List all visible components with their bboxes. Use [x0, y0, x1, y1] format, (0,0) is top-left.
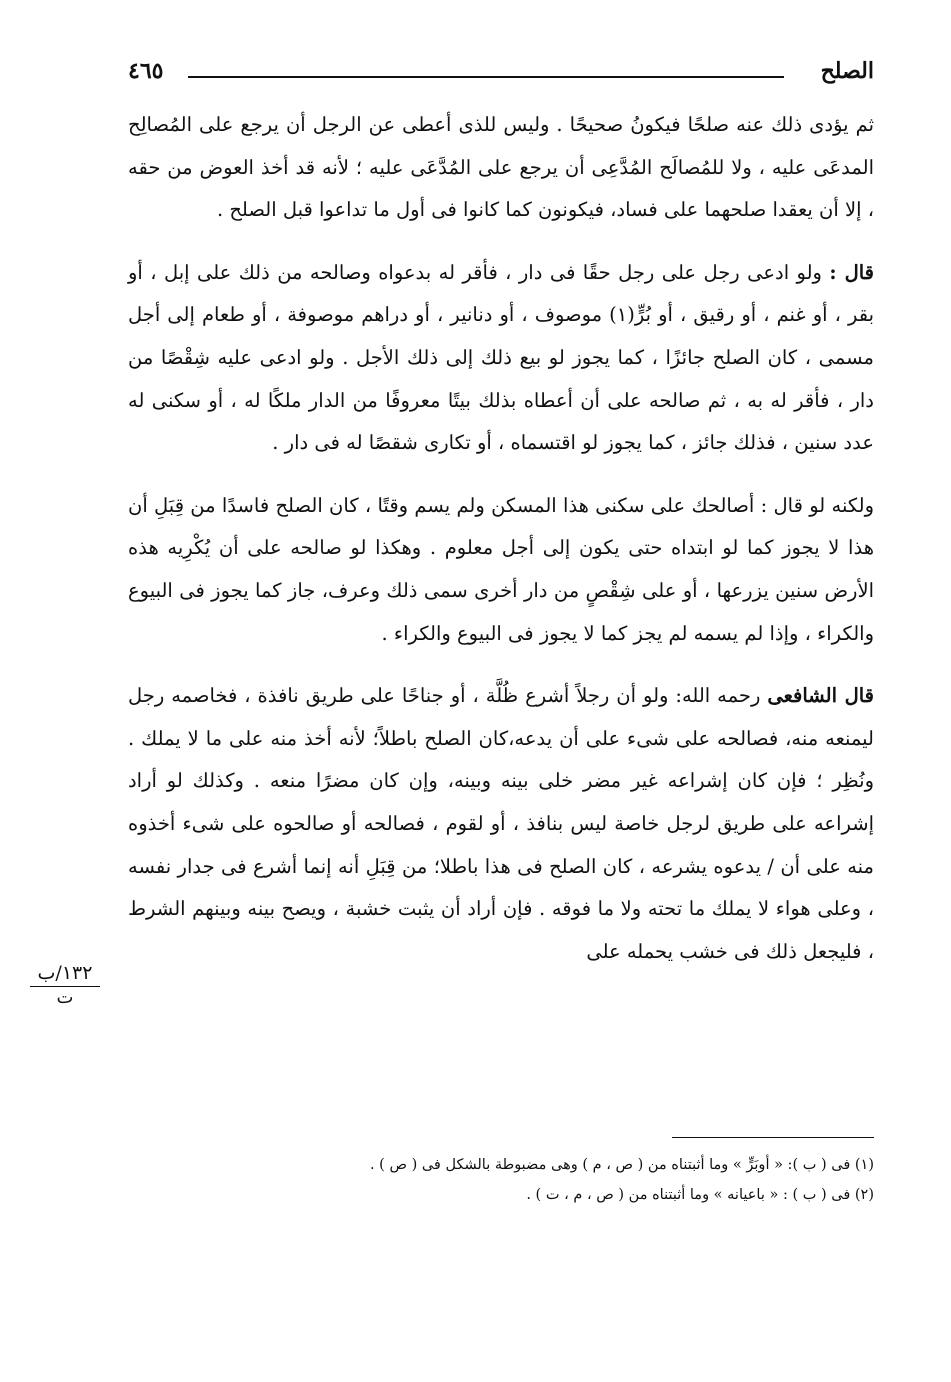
paragraph-3 [128, 485, 874, 655]
page-number: ٤٦٥ [128, 58, 164, 84]
running-header [128, 58, 874, 92]
paragraph-text: ولكنه لو قال : أصالحك على سكنى هذا المسكن ولم يسم وقتًا ، كان الصلح فاسدًا من قِبَلِ أن هذا لا يجوز كما لو ابتداه حتى يكون إلى أجل معلوم . وهكذا لو صالحه على أن يُكْرِيه هذه الأرض سنين يزرعها ، أو على شِقْصٍ من دار أخرى سمى ذلك وعرف، جاز كما يجوز فى البيوع والكراء ، وإذا لم يسمه لم يجز كما لا يجوز فى البيوع والكراء . [128, 493, 874, 645]
paragraph-1 [128, 104, 874, 232]
paragraph-text: ثم يؤدى ذلك عنه صلحًا فيكونُ صحيحًا . وليس للذى أعطى عن الرجل أن يرجع على المُصالِح المدعَى عليه ، ولا للمُصالَح المُدَّعِى أن يرجع على المُدَّعَى عليه ؛ لأنه قد أخذ العوض من حقه ، إلا أن يعقدا صلحهما على فساد، فيكونون كما كانوا فى أول ما تداعوا قبل الصلح . [128, 113, 874, 222]
paragraph-4 [128, 675, 874, 973]
header-rule [188, 76, 784, 78]
footnotes [128, 1150, 874, 1210]
footnote-2: (٢) فى ( ب ) : « باعيانه » وما أثبتناه من ( ص ، م ، ت ) . [526, 1187, 874, 1203]
manuscript-folio-note [30, 962, 100, 1009]
folio-reference: ١٣٢/ب [30, 962, 100, 987]
paragraph-text: رحمه الله: ولو أن رجلاً أشرع ظُلَّة ، أو جناحًا على طريق نافذة ، فخاصمه رجل ليمنعه منه، فصالحه على شىء على أن يدعه،كان الصلح باطلاً؛ لأنه أخذ منه على ما لا يملك . ونُظِر ؛ فإن كان إشراعه غير مضر خلى بينه وبينه، وإن كان مضرًا منعه . وكذلك لو أراد إشراعه على طريق لرجل خاصة ليس بنافذ ، أو لقوم ، فصالحه أو صالحوه على شىء أخذوه منه على أن / يدعوه يشرعه ، كان الصلح فى هذا باطلا؛ من قِبَلِ أنه إنما أشرع فى جدار نفسه ، وعلى هواء لا يملك ما تحته ولا ما فوقه . فإن أراد أن يثبت خشبة ، ويصح بينه وبينهم الشرط ، فليجعل ذلك فى خشب يحمله على [128, 684, 874, 963]
paragraph-text: ولو ادعى رجل على رجل حقًا فى دار ، فأقر له بدعواه وصالحه من ذلك على إبل ، أو بقر ، أو غنم ، أو رقيق ، أو بُرٍّ(١) موصوف ، أو دنانير ، أو دراهم موصوفة ، أو طعام إلى أجل مسمى ، كان الصلح جائزًا ، كما يجوز لو بيع ذلك إلى ذلك الأجل . ولو ادعى عليه شِقْصًا من دار ، فأقر له به ، ثم صالحه على أن أعطاه بذلك بيتًا معروفًا من الدار ملكًا له ، أو سكنى له عدد سنين ، فذلك جائز ، كما يجوز لو اقتسماه ، أو تكارى شقصًا له فى دار . [128, 260, 874, 455]
manuscript-siglum: ت [56, 987, 74, 1008]
footnote-separator [672, 1137, 874, 1138]
chapter-title: الصلح [820, 58, 874, 84]
footnote-1: (١) فى ( ب ): « أوبَرٍّ » وما أثبتناه من ( ص ، م ) وهى مضبوطة بالشكل فى ( ص ) . [369, 1157, 874, 1173]
paragraph-2 [128, 252, 874, 465]
paragraph-lead: قال الشافعى [767, 684, 874, 708]
paragraph-lead: قال : [829, 260, 875, 284]
main-text [128, 104, 874, 993]
